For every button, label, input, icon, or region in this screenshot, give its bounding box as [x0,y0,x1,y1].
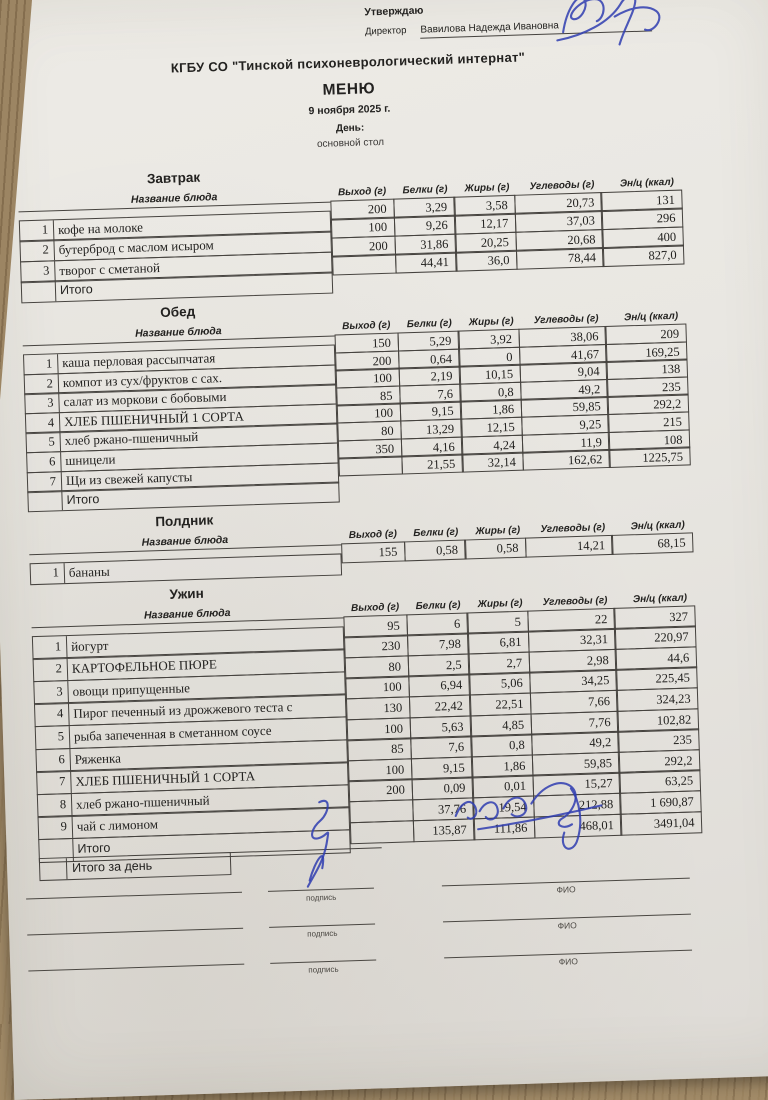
dish-name-cell: каша перловая рассыпчатая [62,350,216,371]
row-number-cell: 6 [27,452,62,472]
director-row [365,16,689,40]
value-cell: 2,98 [528,649,617,674]
value-cell: 9,15 [410,756,473,780]
menu-section [28,497,706,585]
value-cell: 22,51 [469,693,532,717]
value-cell: 102,82 [617,708,700,733]
section-title: Обед [160,304,196,321]
value-cell: 36,0 [455,250,518,272]
dish-column-header: Название блюда [31,598,343,628]
value-cell: 38,06 [518,326,607,348]
row-number-cell: 8 [38,794,73,817]
menu-date: 9 ноября 2025 г. [308,102,391,118]
value-cell: 0,01 [472,775,535,799]
column-header: Углеводы (г) [542,595,608,609]
value-cell: 13,29 [400,419,463,440]
dish-name-cell: чай с лимоном [76,816,159,835]
row-number-cell: 1 [33,636,68,659]
row-number-cell: 1 [31,563,66,584]
dish-rows [30,553,343,585]
row-number-cell: 7 [37,771,72,794]
value-cell: 130 [346,696,411,720]
value-cell: 100 [348,758,413,782]
value-cell: 215 [608,412,691,434]
section-title: Завтрак [146,169,201,187]
sign-label: подпись [305,892,337,903]
dish-name-cell: Щи из свежей капусты [65,468,193,488]
column-header: Углеводы (г) [529,179,595,193]
signature-line-left [28,964,244,972]
value-cell: 235 [618,728,701,753]
value-cell: 44,41 [395,252,458,274]
column-header: Белки (г) [413,527,459,540]
column-header: Белки (г) [415,599,461,613]
row-number-cell: 9 [39,816,74,839]
value-cell: 9,26 [393,215,456,237]
dish-column-header: Название блюда [29,526,341,556]
value-cell: 41,67 [519,344,608,366]
value-cell: 150 [335,333,400,354]
value-cell: 10,15 [459,364,522,385]
value-cell: 0 [458,346,521,367]
dish-column-header: Название блюда [18,183,330,213]
value-cell: 292,2 [607,394,690,416]
row-number-cell: 1 [20,220,55,241]
day-total-box [39,852,232,881]
dish-name-cell: компот из сух/фруктов с сах. [62,369,223,390]
dish-name-cell: бутерброд с маслом исыром [58,237,214,258]
day-label: День: [335,122,365,135]
value-cell: 59,85 [532,752,621,777]
value-cell: 12,17 [454,213,517,235]
value-cell: 100 [345,676,410,700]
dish-name-cell: ХЛЕБ ПШЕНИЧНЫЙ 1 СОРТА [75,768,256,790]
dish-name-cell: йогурт [70,637,109,654]
value-cell: 32,31 [528,628,617,653]
fio-label: ФИО [558,956,579,967]
value-cell: 100 [331,217,396,239]
value-cell: 11,9 [522,432,611,454]
value-cell: 468,01 [534,813,623,838]
document-header [14,44,685,159]
value-cell: 5,63 [409,715,472,739]
sign-label: подпись [308,964,339,975]
row-number-cell: 4 [35,703,70,726]
menu-table [31,587,715,863]
value-cell: 7,98 [407,633,470,657]
value-cell: 212,88 [533,793,622,818]
dish-column [31,598,351,863]
menu-section [17,154,697,304]
value-cell: 80 [345,655,410,679]
row-number-cell: 1 [24,354,59,374]
values-columns [334,306,697,477]
value-cell: 225,45 [616,667,699,692]
fio-label: ФИО [556,884,576,895]
row-number-cell [28,491,63,511]
signature-line-left [26,892,242,900]
value-cell: 0,64 [398,348,461,369]
dish-column-header: Название блюда [22,317,334,347]
dish-rows [23,345,340,513]
value-cell: 49,2 [531,731,620,756]
value-cell: 9,25 [521,414,610,436]
total-label: Итого [59,282,93,298]
value-cell: 350 [338,438,403,459]
value-cell: 5,29 [397,331,460,352]
value-cell: 78,44 [516,247,605,270]
dish-column [18,183,333,304]
value-cell: 6,81 [467,631,530,655]
value-cell: 135,87 [412,818,475,842]
column-header: Выход (г) [337,185,387,199]
row-number-cell: 2 [34,658,69,681]
dish-name-cell: Пирог печенный из дрожжевого теста с [73,699,293,722]
value-cell: 200 [331,235,396,257]
organization-name: КГБУ СО "Тинской психоневрологический интернат" [170,49,526,76]
value-cell: 0,58 [404,539,467,561]
dish-name-cell: КАРТОФЕЛЬНОЕ ПЮРЕ [71,656,218,677]
signature-block [40,867,719,996]
dish-name-cell: овощи припущенные [72,680,191,699]
meal-sections [17,154,714,863]
column-header: Выход (г) [342,320,391,333]
value-cell: 209 [605,324,688,346]
value-cell: 59,85 [520,396,609,418]
row-number-cell: 4 [26,413,61,433]
value-cell: 85 [336,385,401,406]
dish-name-cell: творог с сметаной [59,259,161,278]
value-cell: 22,42 [409,694,472,718]
value-cell: 2,5 [407,653,470,677]
column-header: Жиры (г) [468,316,514,329]
values-columns [343,587,709,844]
values-rows [335,323,697,476]
column-header: Жиры (г) [477,597,523,611]
value-cell: 20,68 [515,229,604,252]
menu-section [22,289,704,513]
column-header: Эн/ц (ккал) [632,592,688,606]
dish-rows [19,210,333,304]
menu-table [22,306,704,513]
dish-name-cell: рыба запеченная в сметанном соусе [73,722,272,744]
document-content [12,0,718,996]
value-cell: 14,21 [525,535,614,558]
value-cell: 3491,04 [620,811,703,836]
value-cell: 5,06 [468,672,531,696]
signature-line-left [27,928,243,936]
value-cell: 21,55 [401,454,464,475]
value-cell: 5 [467,610,530,634]
value-cell: 15,27 [532,772,621,797]
values-columns [330,171,691,276]
section-title: Ужин [169,585,204,602]
value-cell: 1 690,87 [619,790,702,815]
value-cell: 111,86 [473,816,536,840]
value-cell: 7,66 [530,690,619,715]
value-cell: 32,14 [462,452,525,473]
column-header: Жиры (г) [475,525,521,538]
value-cell: 2,7 [468,651,531,675]
values-rows [330,189,690,276]
value-cell: 68,15 [611,532,694,555]
value-cell: 44,6 [615,646,698,671]
value-cell: 324,23 [616,687,699,712]
day-total-number-cell [40,858,68,880]
value-cell: 200 [335,350,400,371]
value-cell: 20,25 [455,232,518,254]
row-number-cell: 5 [26,433,61,453]
value-cell: 4,24 [461,434,524,455]
total-label: Итого [77,840,111,856]
value-cell: 200 [330,198,395,220]
value-cell: 1225,75 [609,447,692,469]
column-header: Эн/ц (ккал) [619,176,675,190]
value-cell: 230 [344,635,409,659]
dish-name-cell: хлеб ржано-пшеничный [75,792,210,812]
value-cell: 34,25 [529,669,618,694]
value-cell: 235 [606,376,689,398]
director-name: Вавилова Надежда Ивановна [420,17,652,38]
value-cell: 6,94 [408,674,471,698]
row-number-cell: 6 [36,749,71,772]
value-cell: 0,58 [464,538,527,560]
value-cell: 3,92 [458,329,521,350]
value-cell: 4,16 [400,436,463,457]
value-cell: 108 [608,429,691,451]
sign-label: подпись [307,928,338,939]
column-header: Жиры (г) [464,181,510,195]
value-cell [332,254,397,276]
dish-name-cell: бананы [68,563,110,580]
total-label: Итого [66,492,100,508]
row-number-cell: 3 [25,393,60,413]
value-cell: 0,8 [470,734,533,758]
row-number-cell: 3 [21,261,56,282]
dish-name-cell: Ряженка [74,750,122,767]
value-cell: 95 [343,614,408,638]
row-number-cell [22,282,57,303]
section-title: Полдник [155,512,214,530]
dish-name-cell: ХЛЕБ ПШЕНИЧНЫЙ 1 СОРТА [63,408,245,429]
value-cell: 85 [347,738,412,762]
value-cell: 2,19 [398,366,461,387]
value-cell: 7,6 [410,736,473,760]
director-label: Директор [364,25,407,38]
value-cell: 7,76 [530,710,619,735]
value-cell: 80 [337,421,402,442]
value-cell: 138 [606,359,689,381]
value-cell: 49,2 [520,379,609,401]
value-cell: 1,86 [471,754,534,778]
value-cell: 155 [341,541,406,563]
value-cell: 6 [406,612,469,636]
value-cell: 3,58 [453,194,516,216]
value-cell: 169,25 [605,341,688,363]
value-cell: 9,15 [399,401,462,422]
value-cell: 9,04 [519,361,608,383]
value-cell: 0,09 [411,777,474,801]
column-header: Выход (г) [348,528,398,542]
document-title: МЕНЮ [322,80,376,99]
values-rows [343,605,708,844]
column-header: Белки (г) [402,183,448,197]
dish-rows [32,626,351,863]
value-cell: 827,0 [602,245,685,268]
value-cell: 1,86 [460,399,523,420]
dish-column [29,526,342,585]
value-cell: 37,76 [412,797,475,821]
column-header: Эн/ц (ккал) [630,519,685,533]
approval-block [364,0,689,50]
value-cell: 7,6 [399,383,462,404]
column-header: Выход (г) [350,601,400,615]
day-value: основной стол [316,136,385,150]
value-cell: 31,86 [394,233,457,255]
dish-name-cell: кофе на молоке [57,219,144,237]
value-cell: 12,15 [460,417,523,438]
value-cell: 63,25 [619,770,702,795]
value-cell: 131 [601,189,684,212]
approve-label: Утверждаю [364,4,424,19]
value-cell: 200 [349,779,414,803]
value-cell: 162,62 [522,449,611,471]
column-header: Эн/ц (ккал) [623,311,679,324]
value-cell: 22 [527,607,616,632]
value-cell: 100 [347,717,412,741]
value-cell: 100 [336,368,401,389]
value-cell: 4,85 [470,713,533,737]
row-number-cell: 2 [20,241,55,262]
value-cell: 296 [601,208,684,231]
row-number-cell: 3 [34,681,69,704]
row-number-cell: 7 [28,472,63,492]
value-cell: 292,2 [618,749,701,774]
dish-name-cell: салат из моркови с бобовыми [63,389,227,410]
value-cell [338,456,403,477]
column-header: Углеводы (г) [533,313,599,327]
value-cell: 37,03 [515,210,604,233]
value-cell: 327 [614,605,697,630]
value-cell: 3,29 [393,196,456,218]
day-total-label: Итого за день [71,858,153,876]
dish-name-cell: шницели [65,451,116,469]
value-cell: 19,54 [472,795,535,819]
dish-column [22,317,340,513]
menu-table [18,171,697,304]
dish-name-cell: хлеб ржано-пшеничный [64,429,199,449]
value-cell [350,820,415,844]
row-number-cell: 5 [36,726,71,749]
value-cell: 100 [337,403,402,424]
table-row [30,553,343,585]
fio-label: ФИО [557,920,577,931]
column-header: Углеводы (г) [540,522,606,536]
values-columns [341,515,700,564]
row-number-cell: 2 [25,374,60,394]
value-cell: 220,97 [614,625,697,650]
menu-section [30,570,714,863]
value-cell: 20,73 [514,192,603,215]
value-cell: 400 [602,226,685,249]
value-cell: 0,8 [459,382,522,403]
column-header: Белки (г) [406,318,452,331]
